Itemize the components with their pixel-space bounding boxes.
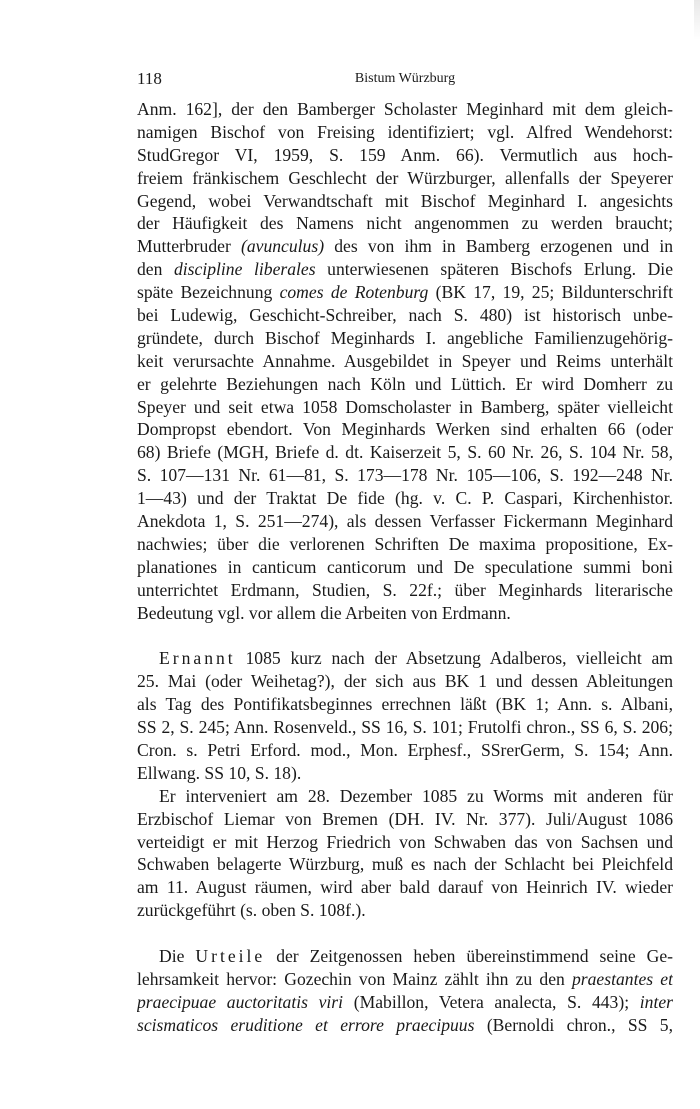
text-line: planationes in canticum canticorum und De speculatione summi boni xyxy=(137,556,673,577)
text-line: Schwaben belagerte Würzburg, muß es nach der Schlacht bei Pleichfeld xyxy=(137,854,673,875)
text-line: Speyer und seit etwa 1058 Domscholaster in Bamberg, später vielleicht xyxy=(137,396,673,417)
spaced-heading-word: Urteile xyxy=(195,945,266,966)
text-line: Ellwang. SS 10, S. 18). xyxy=(137,762,302,783)
text-line: Dompropst ebendort. Von Meginhards Werken sind erhalten 66 (oder xyxy=(137,419,673,440)
text-line: Cron. s. Petri Erford. mod., Mon. Erphesf., SSrerGerm, S. 154; Ann. xyxy=(137,739,673,760)
paragraph-meginhard-background xyxy=(137,98,673,624)
text-line: Anekdota 1, S. 251—274), als dessen Verfasser Fickermann Meginhard xyxy=(137,511,673,532)
text-line: Er interveniert am 28. Dezember 1085 zu Worms mit anderen für xyxy=(159,785,673,806)
running-title: Bistum Würzburg xyxy=(354,71,456,86)
text-line: als Tag des Pontifikatsbeginnes errechnen läßt (BK 1; Ann. s. Albani, xyxy=(137,694,673,715)
paragraph-urteile xyxy=(137,945,673,1037)
text-line: Mutterbruder (avunculus) des von ihm in Bamberg erzogenen und in xyxy=(137,236,673,257)
text-line: Bedeutung vgl. vor allem die Arbeiten von Erdmann. xyxy=(137,602,511,623)
text-line: keit verursachte Annahme. Ausgebildet in Speyer und Reims unterhält xyxy=(137,350,673,371)
paragraph-ernannt xyxy=(137,647,673,784)
text-line: nachwies; über die verlorenen Schriften De maxima propositione, Ex- xyxy=(137,533,673,554)
text-line: Die Urteile der Zeitgenossen heben übereinstimmend seine Ge- xyxy=(159,945,673,966)
text-line: 1—43) und der Traktat De fide (hg. v. C. P. Caspari, Kirchenhistor. xyxy=(137,488,673,509)
text-line: StudGregor VI, 1959, S. 159 Anm. 66). Vermutlich aus hoch- xyxy=(137,144,673,165)
body-text xyxy=(137,98,673,1037)
text-line: Anm. 162], der den Bamberger Scholaster Meginhard mit dem gleich- xyxy=(137,99,673,119)
spaced-heading-word: Ernannt xyxy=(159,648,236,669)
paragraph-interventions xyxy=(137,785,673,922)
text-line: 25. Mai (oder Weihetag?), der sich aus BK 1 und dessen Ableitungen xyxy=(137,671,673,692)
page-edge-shadow xyxy=(694,0,700,40)
text-line: bei Ludewig, Geschicht-Schreiber, nach S. 480) ist historisch unbe- xyxy=(137,305,673,326)
text-line: praecipuae auctoritatis viri (Mabillon, Vetera analecta, S. 443); inter xyxy=(137,991,673,1012)
text-line: er gelehrte Beziehungen nach Köln und Lüttich. Er wird Domherr zu xyxy=(137,373,673,394)
text-line: scismaticos eruditione et errore praecipuus (Bernoldi chron., SS 5, xyxy=(137,1014,673,1035)
text-line: zurückgeführt (s. oben S. 108f.). xyxy=(137,900,366,921)
text-line: SS 2, S. 245; Ann. Rosenveld., SS 16, S. 101; Frutolfi chron., SS 6, S. 206; xyxy=(137,717,673,738)
text-line: am 11. August räumen, wird aber bald darauf von Heinrich IV. wieder xyxy=(137,877,673,898)
text-line: verteidigt er mit Herzog Friedrich von Schwaben das von Sachsen und xyxy=(137,831,673,852)
text-line: lehrsamkeit hervor: Gozechin von Mainz zählt ihn zu den praestantes et xyxy=(137,968,673,989)
text-line: gründete, durch Bischof Meginhards I. angebliche Familienzugehörig- xyxy=(137,327,673,348)
text-line: Gegend, wobei Verwandtschaft mit Bischof Meginhard I. angesichts xyxy=(137,190,673,211)
page-number: 118 xyxy=(137,69,162,88)
text-line: 68) Briefe (MGH, Briefe d. dt. Kaiserzeit 5, S. 60 Nr. 26, S. 104 Nr. 58, xyxy=(137,442,673,463)
text-line: S. 107—131 Nr. 61—81, S. 173—178 Nr. 105—106, S. 192—248 Nr. xyxy=(137,465,673,486)
text-line: der Häufigkeit des Namens nicht angenommen zu werden braucht; xyxy=(137,213,673,234)
text-line: Erzbischof Liemar von Bremen (DH. IV. Nr. 377). Juli/August 1086 xyxy=(137,808,673,829)
text-line: namigen Bischof von Freising identifiziert; vgl. Alfred Wendehorst: xyxy=(137,121,673,142)
text-line: Ernannt 1085 kurz nach der Absetzung Adalberos, vielleicht am xyxy=(159,648,673,669)
text-line: späte Bezeichnung comes de Rotenburg (BK 17, 19, 25; Bildunterschrift xyxy=(137,282,673,303)
text-line: den discipline liberales unterwiesenen späteren Bischofs Erlung. Die xyxy=(137,259,673,280)
text-line: freiem fränkischem Geschlecht der Würzburger, allenfalls der Speyerer xyxy=(137,167,673,188)
text-line: unterrichtet Erdmann, Studien, S. 22f.; über Meginhards literarische xyxy=(137,579,673,600)
